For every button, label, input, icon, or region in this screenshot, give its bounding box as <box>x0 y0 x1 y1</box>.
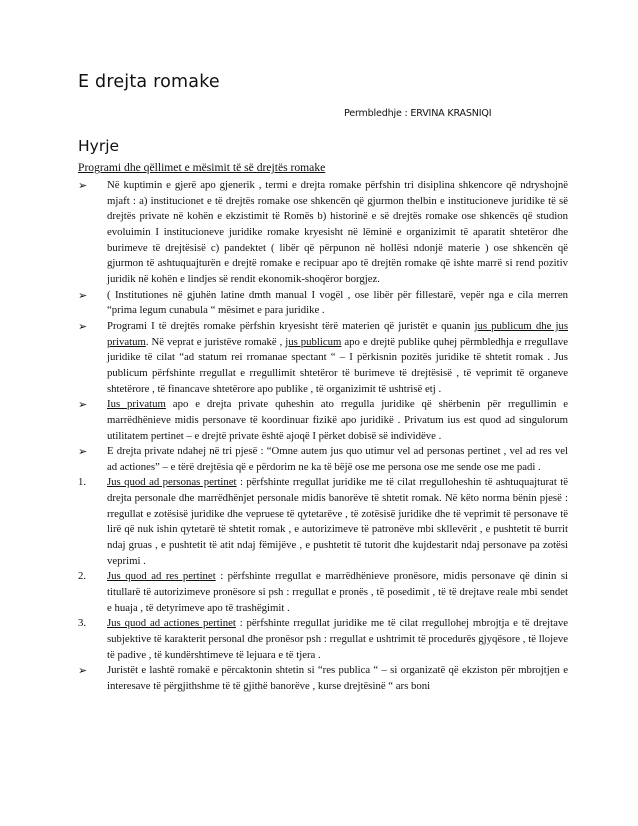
item-number: 1. <box>78 476 87 489</box>
numbered-item <box>78 616 568 663</box>
bullet-arrow-icon: ➢ <box>78 319 88 333</box>
list-item <box>78 319 568 397</box>
paragraph-text: : përfshinte rregullat juridike me të cilat rregulloheshin të ashtuquajturat të drejta personale dhe marrëdhënjet personale midis banorëve të shtetit romak. Në këto norma bënin pjesë : rregullat e zotësisë juridike dhe vepruese të qytetarëve , të zotësisë juridike dhe të veprimit të personave të lirë që nuk ishin qytetarë të shtetit romak , e autorizimeve të patronëve mbi skllevërit , e pushtetit të burrit ndaj gruas , e pushtetit të atit ndaj fëmijëve , e pushtetit të tutorit dhe kujdestarit ndaj personave pa zotësi veprimi . <box>107 476 569 567</box>
bullet-arrow-icon: ➢ <box>78 445 88 459</box>
bullet-arrow-icon: ➢ <box>78 664 88 678</box>
author-byline: Permbledhje : ERVINA KRASNIQI <box>344 108 492 119</box>
underlined-term: Jus quod ad personas pertinet <box>107 476 237 489</box>
paragraph-text: apo e drejta private quheshin ato rregulla juridike që shërbenin për rregullimin e marrëdhënieve midis personave të koordinuar fizikë apo juridikë . Privatum ius est quod ad singulorum utilitatem pertinet – e drejtë private është ajoqë I përket dobisë së individëve . <box>107 398 569 442</box>
paragraph-text: apo e drejtë publike quhej përmbledhja e rregullave juridike të cilat “ad statum rei rromanae spectant “ – I përkisnin pozitës juridike të shtetit romak . Jus publicum përfshinte rregullat e rregullimit shtetëror të burimeve të drejtësisë , të veprimit të organeve shtetërore , të financave shtetërore apo publike , të organizimit të ushtrisë etj . <box>107 335 569 395</box>
content-list <box>78 178 568 695</box>
bullet-arrow-icon: ➢ <box>78 288 88 302</box>
list-item <box>78 444 568 475</box>
paragraph-text: ( Institutiones në gjuhën latine dmth manual I vogël , ose libër për fillestarë, vepër nga e cila merren “prima legum cunabula “ mësimet e para juridike . <box>107 288 568 317</box>
numbered-item <box>78 569 568 616</box>
list-item <box>78 288 568 319</box>
paragraph-text: . Në veprat e juristëve romakë , <box>145 335 283 348</box>
paragraph-text: : përfshinte rregullat e marrëdhënieve pronësore, midis personave që dinin si titullarë të autorizimeve pronësore si psh : rregullat e pronës , të posedimit , të të drejtave reale mbi sendet e huaja , të detyrimeve apo të trashëgimit . <box>107 570 568 614</box>
paragraph-text: Programi I të drejtës romake përfshin kryesisht tërë materien që juristët e quanin <box>107 319 471 332</box>
underlined-term: Jus quod ad res pertinet <box>107 570 216 583</box>
underlined-term: jus publicum dhe jus privatum <box>107 319 568 348</box>
numbered-item <box>78 475 568 569</box>
paragraph-text: Juristët e lashtë romakë e përcaktonin shtetin si “res publica “ – si organizatë që ekziston për mbrojtjen e interesave të përgjithshme të të gjithë banorëve , kurse drejtësinë “ ars boni <box>107 664 568 692</box>
list-item <box>78 397 568 444</box>
document-title: E drejta romake <box>78 72 220 92</box>
list-item <box>78 663 568 694</box>
underlined-term: jus publicum <box>285 335 342 348</box>
item-number: 3. <box>78 617 87 630</box>
item-number: 2. <box>78 570 87 583</box>
underlined-term: Jus quod ad actiones pertinet <box>107 617 236 630</box>
paragraph-text: : përfshinte rregullat juridike me të cilat rregullohej mbrojtja e të drejtave subjektive të karakterit personal dhe pronësor psh : rregullat e ushtrimit të procedurës gjyqësore , të llojeve të padive , të kundërshtimeve të lejuara e të tjera . <box>107 617 568 661</box>
underlined-term: Ius privatum <box>107 398 166 411</box>
subheading: Programi dhe qëllimet e mësimit të së drejtës romake <box>78 161 326 174</box>
list-item <box>78 178 568 288</box>
bullet-arrow-icon: ➢ <box>78 179 88 192</box>
section-heading: Hyrje <box>78 137 120 155</box>
paragraph-text: E drejta private ndahej në tri pjesë : “Omne autem jus quo utimur vel ad personas pertinet , vel ad res vel ad actiones” – e tërë drejtësia që e përdorim ne ka të bëjë ose me persona ose me sende ose me padi . <box>107 445 568 473</box>
paragraph-text: Në kuptimin e gjerë apo gjenerik , termi e drejta romake përfshin tri disiplina shkencore që ndryshojnë mjaft : a) institucionet e të drejtës romake ose shkencën që gjurmon thelbin e institucioneve juridike të së drejtës private në kohën e ekzistimit të Romës b) historinë e së drejtës romake ose shkencës që studion evoluimin I institucioneve juridike romake kryesisht në lëminë e organizimit të aparatit shtetëror dhe burimeve të drejtësisë c) pandektet ( libër që përpunon në hollësi ndonjë materie ) ose shkencën që gjurmon të ashtuquajturën e drejtë romake e recipuar apo të drejtën romake që ishte marrë si rend pozitiv juridik në kohën e lindjes së rendit ekonomik-shoqëror borgjez. <box>107 179 568 285</box>
bullet-arrow-icon: ➢ <box>78 398 88 412</box>
